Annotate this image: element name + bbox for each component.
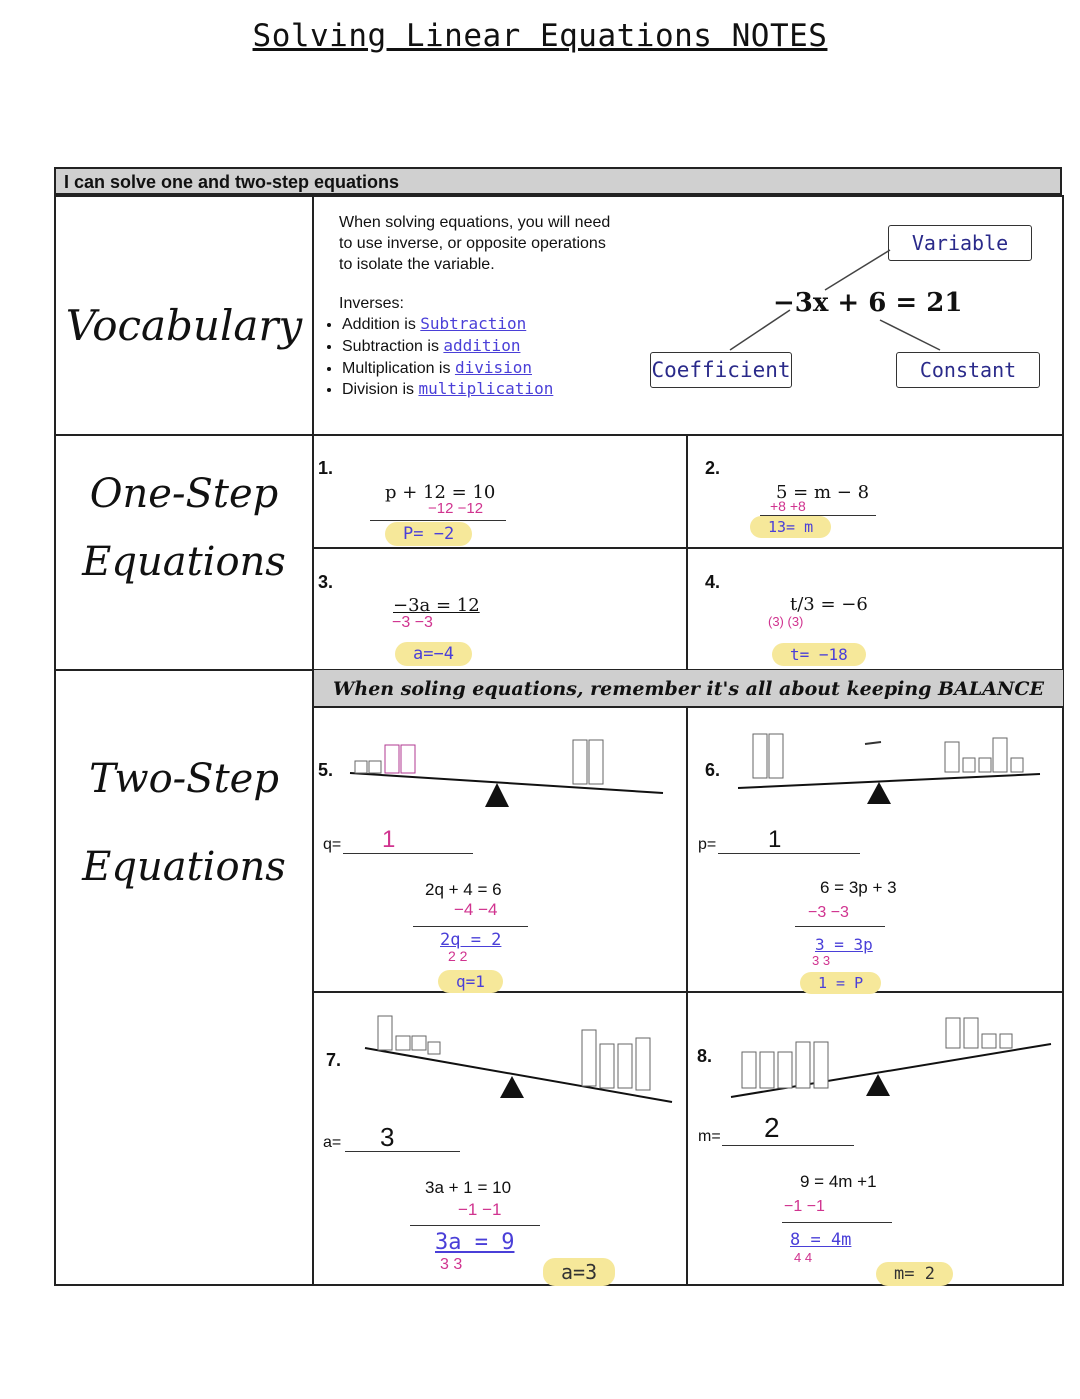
problem-number: 3. (318, 572, 334, 592)
problem-number: 1. (318, 458, 334, 478)
p5-answer-line (343, 853, 473, 854)
p6-equation: 6 = 3p + 3 (820, 878, 897, 897)
p6-work: −3 −3 (808, 904, 849, 921)
p4-equation: t/3 = −6 (790, 594, 868, 615)
p6-div: 3 3 (812, 953, 831, 968)
problem-number: 5. (318, 760, 334, 780)
inverse-item: • Addition is Subtraction (342, 314, 702, 336)
inverse-item: • Multiplication is division (342, 358, 702, 380)
p6-underline (795, 926, 885, 927)
p8-equation: 9 = 4m +1 (800, 1172, 877, 1191)
p8-var-label: m= (698, 1128, 721, 1145)
p8-work: −1 −1 (784, 1198, 825, 1215)
p6-answer-line (718, 853, 860, 854)
p3-answer: a=−4 (395, 642, 472, 666)
vocab-intro: When solving equations, you will need to use inverse, or opposite operations to isolate the variable. (339, 214, 611, 273)
p7-answer-line (345, 1151, 460, 1152)
p2-work: +8 +8 (770, 498, 806, 514)
inverse-item: • Subtraction is addition (342, 336, 702, 358)
p5-underline (413, 926, 528, 927)
p7-answer: a=3 (543, 1258, 615, 1286)
p8-answer: m= 2 (876, 1262, 953, 1286)
p1-underline (370, 520, 506, 521)
p7-div: 3 3 (440, 1256, 463, 1273)
row-divider-4 (314, 991, 1064, 993)
p5-balance-scale (345, 735, 675, 815)
p8-underline (782, 1222, 892, 1223)
p5-var-label: q= (323, 836, 342, 853)
page-title: Solving Linear Equations NOTES (252, 18, 828, 54)
coefficient-label: Coefficient (650, 352, 792, 388)
p5-step: 2q = 2 (440, 930, 502, 950)
problem-number: 4. (705, 572, 721, 592)
p6-value: 1 (768, 826, 782, 853)
inverses-list (280, 314, 702, 401)
p8-answer-line (722, 1145, 854, 1146)
constant-label: Constant (896, 352, 1040, 388)
p7-step: 3a = 9 (435, 1230, 515, 1255)
row-divider-2 (314, 547, 1064, 549)
p7-balance-scale (360, 1010, 680, 1110)
inverse-item: • Division is multiplication (342, 379, 702, 401)
p6-var-label: p= (698, 836, 717, 853)
p5-value: 1 (382, 826, 396, 853)
p8-balance-scale (728, 1012, 1058, 1102)
p7-equation: 3a + 1 = 10 (425, 1178, 512, 1197)
p7-var-label: a= (323, 1134, 342, 1151)
p6-balance-scale (735, 728, 1045, 808)
p4-answer: t= −18 (772, 643, 866, 666)
variable-label: Variable (888, 225, 1032, 261)
p6-answer: 1 = P (800, 972, 881, 994)
arrows-diagram (640, 220, 1050, 360)
p5-equation: 2q + 4 = 6 (425, 880, 502, 899)
objective-header: I can solve one and two-step equations (54, 167, 1062, 195)
p7-value: 3 (380, 1122, 395, 1152)
row-label-two-step: Two-Step Equations (82, 756, 286, 890)
p3-equation: −3a = 12 (393, 595, 480, 616)
p8-value: 2 (764, 1112, 780, 1143)
p8-div: 4 4 (794, 1250, 813, 1265)
p2-equation: 5 = m − 8 (776, 482, 870, 503)
p6-step: 3 = 3p (815, 935, 873, 954)
p8-step: 8 = 4m (790, 1230, 852, 1250)
p4-work: (3) (3) (768, 614, 804, 629)
problem-number: 8. (697, 1046, 713, 1066)
problem-number: 2. (705, 458, 721, 478)
row-label-one-step: One-Step Equations (82, 471, 286, 585)
p5-answer: q=1 (438, 970, 503, 993)
problem-number: 6. (705, 760, 721, 780)
vocab-equation: −3x + 6 = 21 (773, 288, 963, 318)
p1-equation: p + 12 = 10 (385, 482, 496, 503)
p7-work: −1 −1 (458, 1200, 502, 1219)
balance-banner: When soling equations, remember it's all about keeping BALANCE (314, 670, 1063, 708)
inverses-label: Inverses: (339, 295, 404, 312)
row-label-vocabulary: Vocabulary (65, 301, 303, 350)
row-divider-1 (54, 434, 1064, 436)
col-divider-twostep (686, 708, 688, 1286)
problem-number: 7. (326, 1050, 342, 1070)
p1-work: −12 −12 (428, 500, 484, 517)
p3-work: −3 −3 (392, 614, 433, 631)
p2-answer: 13= m (750, 516, 831, 538)
p5-div: 2 2 (448, 948, 468, 964)
col-divider-onestep (686, 435, 688, 670)
p1-answer: P= −2 (385, 522, 472, 546)
p7-underline (410, 1225, 540, 1226)
p5-work: −4 −4 (454, 900, 498, 919)
